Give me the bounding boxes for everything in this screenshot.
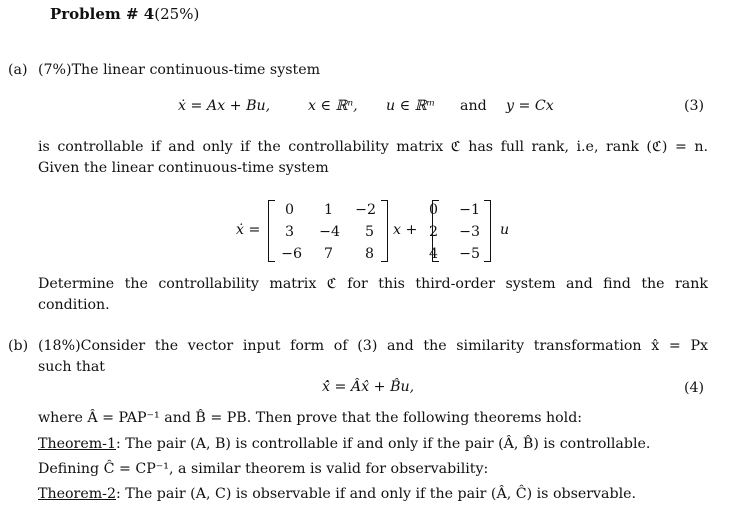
theorem-2-text: : The pair (A, C) is observable if and only if the pair (Â, Ĉ) is observable. — [116, 486, 637, 502]
eq3-cond1: x ∈ ℝⁿ, — [308, 98, 358, 114]
part-a-label: (a) — [8, 62, 28, 78]
system-rhs: u — [500, 222, 510, 238]
matrix-a-cell: 0 — [284, 202, 294, 218]
matrix-b-cell: −1 — [459, 202, 480, 218]
theorem-1-text: : The pair (A, B) is controllable if and only if the pair (Â, B̂) is controllable. — [116, 436, 651, 452]
part-a-line3: Determine the controllability matrix ℭ for this third-order system and find the rank — [38, 276, 708, 292]
eq3-lhs: ẋ = Ax + Bu, — [178, 98, 271, 114]
problem-weight: (25%) — [154, 5, 200, 23]
matrix-a-cell: 8 — [364, 246, 374, 262]
theorem-1 — [38, 436, 650, 452]
eq4-body: x̂̇ = Âx̂ + B̂u, — [322, 379, 415, 395]
part-b-line3: where Â = PAP⁻¹ and B̂ = PB. Then prove that the following theorems hold: — [38, 410, 583, 426]
matrix-b-right-bracket — [484, 200, 491, 262]
matrix-a-cell: 7 — [323, 246, 333, 262]
matrix-b-cell: 4 — [428, 246, 438, 262]
part-b-line1: (18%)Consider the vector input form of (3) and the similarity transformation x̂ = Px — [38, 338, 708, 354]
eq3-and: and — [460, 98, 487, 114]
problem-heading — [50, 6, 199, 23]
system-lhs: ẋ = — [236, 222, 261, 238]
matrix-a-cell: 5 — [364, 224, 374, 240]
eq4-number: (4) — [684, 380, 705, 396]
eq3-output: y = Cx — [506, 98, 554, 114]
matrix-a-cell: −2 — [355, 202, 376, 218]
part-b-line1-wrap — [38, 338, 708, 354]
part-b-label: (b) — [8, 338, 29, 354]
system-mid: x + — [393, 222, 418, 238]
matrix-a-cell: −6 — [281, 246, 302, 262]
matrix-b-cell: 2 — [428, 224, 438, 240]
matrix-b-cell: −5 — [459, 246, 480, 262]
eq3-number: (3) — [684, 98, 705, 114]
theorem-1-label: Theorem-1 — [38, 436, 116, 452]
part-a-line4: condition. — [38, 297, 110, 313]
theorem-2 — [38, 486, 636, 502]
problem-title: Problem # 4 — [50, 5, 155, 23]
matrix-a-cell: 1 — [323, 202, 333, 218]
matrix-a-right-bracket — [381, 200, 388, 262]
part-b-line2: such that — [38, 359, 106, 375]
theorem-2-label: Theorem-2 — [38, 486, 116, 502]
part-a-intro: (7%)The linear continuous-time system — [38, 62, 321, 78]
part-a-line2: Given the linear continuous-time system — [38, 160, 329, 176]
matrix-a-cell: 3 — [284, 224, 294, 240]
matrix-b-cell: 0 — [428, 202, 438, 218]
eq3-cond2: u ∈ ℝᵐ — [386, 98, 436, 114]
part-b-line4: Defining Ĉ = CP⁻¹, a similar theorem is valid for observability: — [38, 461, 489, 477]
matrix-b-cell: −3 — [459, 224, 480, 240]
part-a-line1: is controllable if and only if the controllability matrix ℭ has full rank, i.e, rank (ℭ) = n. — [38, 139, 708, 155]
matrix-a-cell: −4 — [319, 224, 340, 240]
